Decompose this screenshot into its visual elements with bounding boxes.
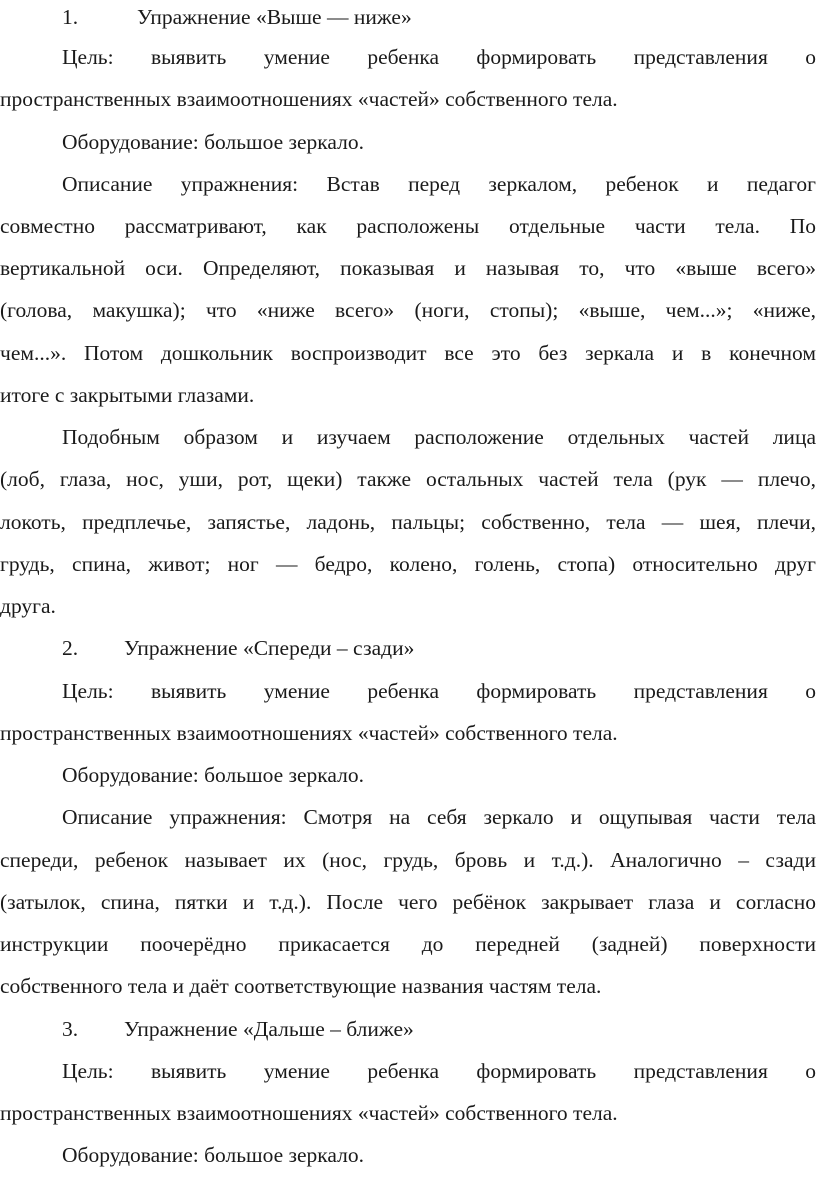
section-3-goal-line-2: пространственных взаимоотношениях «частей» собственного тела. <box>0 1101 618 1125</box>
section-3-title: Упражнение «Дальше – ближе» <box>124 1017 414 1041</box>
section-1-heading <box>0 2 816 32</box>
section-2-number: 2. <box>62 636 79 660</box>
section-1-desc-line-6: итоге с закрытыми глазами. <box>0 383 255 407</box>
section-2-desc-line-4: инструкции поочерёдно прикасается до передней (задней) поверхности <box>0 932 816 956</box>
section-2-title: Упражнение «Спереди – сзади» <box>124 636 415 660</box>
section-1-desc-line-5: чем...». Потом дошкольник воспроизводит все это без зеркала и в конечном <box>0 341 816 365</box>
section-1-equipment: Оборудование: большое зеркало. <box>62 130 364 154</box>
section-1-desc-line-2: совместно рассматривают, как расположены отдельные части тела. По <box>0 214 816 238</box>
section-2-heading <box>0 633 816 663</box>
section-2-desc-line-1: Описание упражнения: Смотря на себя зеркало и ощупывая части тела <box>62 805 816 829</box>
section-1-title: Упражнение «Выше — ниже» <box>137 5 412 29</box>
section-2-desc-line-3: (затылок, спина, пятки и т.д.). После чего ребёнок закрывает глаза и согласно <box>0 890 816 914</box>
section-3-goal-line-1: Цель: выявить умение ребенка формировать представления о <box>62 1059 816 1083</box>
section-2-desc-line-5: собственного тела и даёт соответствующие названия частям тела. <box>0 974 602 998</box>
section-1-para2-line-1: Подобным образом и изучаем расположение отдельных частей лица <box>62 425 816 449</box>
section-3-equipment: Оборудование: большое зеркало. <box>62 1143 364 1167</box>
section-2-desc-line-2: спереди, ребенок называет их (нос, грудь, бровь и т.д.). Аналогично – сзади <box>0 848 816 872</box>
section-2-equipment: Оборудование: большое зеркало. <box>62 763 364 787</box>
section-1-desc-line-3: вертикальной оси. Определяют, показывая и называя то, что «выше всего» <box>0 256 816 280</box>
section-2-goal-line-1: Цель: выявить умение ребенка формировать представления о <box>62 679 816 703</box>
section-1-para2-line-4: грудь, спина, живот; ног — бедро, колено, голень, стопа) относительно друг <box>0 552 816 576</box>
section-1-para2-line-2: (лоб, глаза, нос, уши, рот, щеки) также остальных частей тела (рук — плечо, <box>0 467 816 491</box>
section-2-goal-line-2: пространственных взаимоотношениях «частей» собственного тела. <box>0 721 618 745</box>
section-1-para2-line-5: друга. <box>0 594 56 618</box>
section-3-heading <box>0 1014 816 1044</box>
section-1-desc-line-4: (голова, макушка); что «ниже всего» (ноги, стопы); «выше, чем...»; «ниже, <box>0 298 816 322</box>
section-1-para2-line-3: локоть, предплечье, запястье, ладонь, пальцы; собственно, тела — шея, плечи, <box>0 510 816 534</box>
section-1-number: 1. <box>62 5 79 29</box>
section-1-goal-line-1: Цель: выявить умение ребенка формировать представления о <box>62 45 816 69</box>
section-1-desc-line-1: Описание упражнения: Встав перед зеркалом, ребенок и педагог <box>62 172 816 196</box>
section-1-goal-line-2: пространственных взаимоотношениях «частей» собственного тела. <box>0 87 618 111</box>
section-3-number: 3. <box>62 1017 79 1041</box>
